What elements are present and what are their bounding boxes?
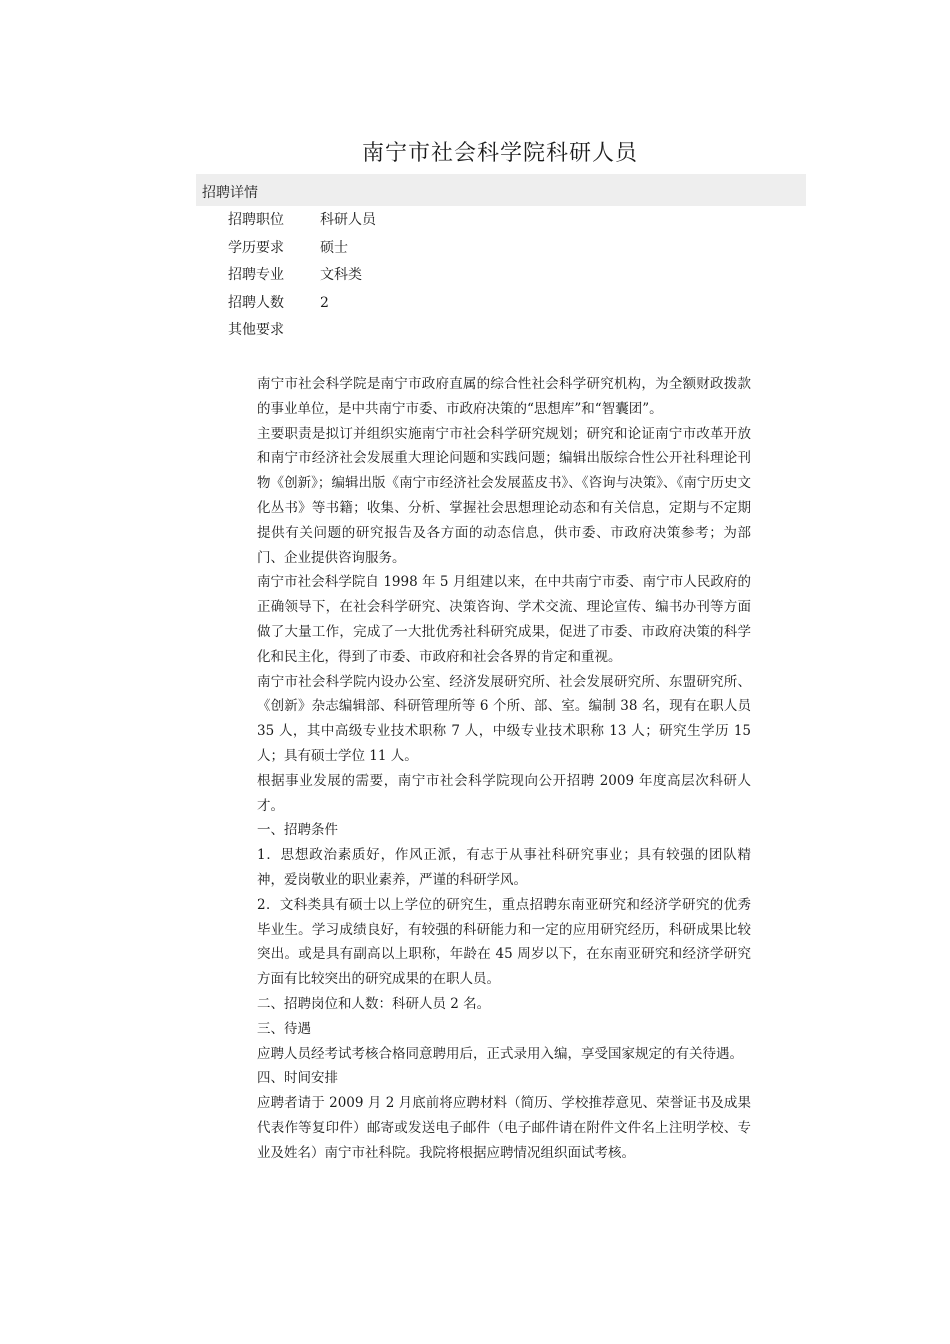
- paragraph: 2．文科类具有硕士以上学位的研究生，重点招聘东南亚研究和经济学研究的优秀毕业生。学习成绩良好，有较强的科研能力和一定的应用研究经历，科研成果比较突出。或是具有副高以上职称，年龄在 45 周岁以下，在东南亚研究和经济学研究方面有比较突出的研究成果的在职人员。: [257, 896, 751, 988]
- info-value: 2: [320, 294, 329, 311]
- section-heading: 四、时间安排: [257, 1070, 338, 1087]
- info-row-education: [228, 238, 376, 266]
- section-header: [196, 174, 806, 206]
- paragraph: 应聘人员经考试考核合格同意聘用后，正式录用入编，享受国家规定的有关待遇。: [257, 1045, 743, 1062]
- info-value: 科研人员: [320, 212, 376, 228]
- job-info-list: [228, 210, 376, 348]
- info-row-count: [228, 293, 376, 321]
- paragraph: 南宁市社会科学院是南宁市政府直属的综合性社会科学研究机构，为全额财政拨款的事业单位，是中共南宁市委、市政府决策的“思想库”和“智囊团”。: [257, 376, 751, 417]
- info-row-position: [228, 210, 376, 238]
- info-value: 文科类: [320, 267, 362, 283]
- description-body: [257, 372, 751, 1166]
- info-key: 招聘人数: [228, 294, 284, 311]
- section-heading: 三、待遇: [257, 1020, 311, 1037]
- info-row-other: [228, 320, 376, 348]
- section-heading: 二、招聘岗位和人数：科研人员 2 名。: [257, 995, 491, 1012]
- info-row-major: [228, 265, 376, 293]
- paragraph: 主要职责是拟订并组织实施南宁市社会科学研究规划；研究和论证南宁市改革开放和南宁市经济社会发展重大理论问题和实践问题；编辑出版综合性公开社科理论刊物《创新》；编辑出版《南宁市经济社会发展蓝皮书》、《咨询与决策》、《南宁历史文化丛书》等书籍；收集、分析、掌握社会思想理论动态和有关信息，定期与不定期提供有关问题的研究报告及各方面的动态信息，供市委、市政府决策参考；为部门、企业提供咨询服务。: [257, 425, 751, 566]
- paragraph: 1．思想政治素质好，作风正派，有志于从事社科研究事业；具有较强的团队精神，爱岗敬业的职业素养，严谨的科研学风。: [257, 847, 751, 888]
- page-title: 南宁市社会科学院科研人员: [361, 141, 638, 166]
- info-key: 学历要求: [228, 239, 284, 256]
- paragraph: 根据事业发展的需要，南宁市社会科学院现向公开招聘 2009 年度高层次科研人才。: [257, 772, 751, 814]
- info-key: 招聘职位: [228, 212, 284, 228]
- section-label: 招聘详情: [202, 185, 258, 201]
- info-key: 其他要求: [228, 322, 284, 338]
- info-value: 硕士: [320, 239, 348, 256]
- paragraph: 南宁市社会科学院内设办公室、经济发展研究所、社会发展研究所、东盟研究所、《创新》杂志编辑部、科研管理所等 6 个所、部、室。编制 38 名，现有在职人员 35 人，其中高级专业技术职称 7 人，中级专业技术职称 13 人；研究生学历 15 人；具有硕士学位 11 人。: [257, 673, 751, 764]
- section-heading: 一、招聘条件: [257, 822, 338, 839]
- paragraph: 南宁市社会科学院自 1998 年 5 月组建以来，在中共南宁市委、南宁市人民政府的正确领导下，在社会科学研究、决策咨询、学术交流、理论宣传、编书办刊等方面做了大量工作，完成了一大批优秀社科研究成果，促进了市委、市政府决策的科学化和民主化，得到了市委、市政府和社会各界的肯定和重视。: [257, 574, 751, 665]
- info-key: 招聘专业: [228, 267, 284, 283]
- paragraph: 应聘者请于 2009 月 2 月底前将应聘材料（简历、学校推荐意见、荣誉证书及成果代表作等复印件）邮寄或发送电子邮件（电子邮件请在附件文件名上注明学校、专业及姓名）南宁市社科院。我院将根据应聘情况组织面试考核。: [257, 1095, 751, 1161]
